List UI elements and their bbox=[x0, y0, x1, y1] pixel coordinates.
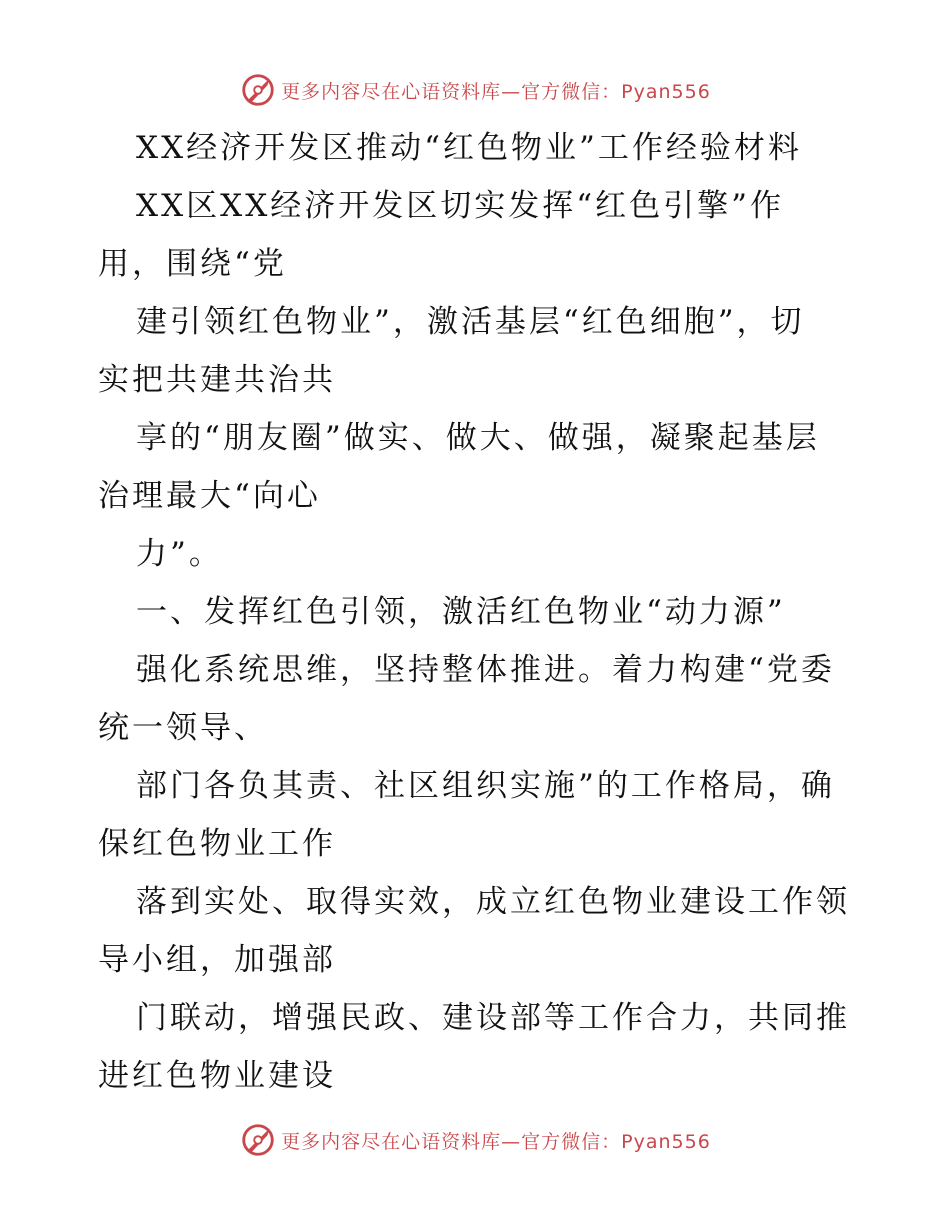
paragraph-line: 导小组，加强部 bbox=[98, 942, 336, 978]
paragraph-line: 落到实处、取得实效，成立红色物业建设工作领 bbox=[136, 884, 850, 920]
document-title: XX经济开发区推动“红色物业”工作经验材料 bbox=[136, 130, 802, 166]
footer-watermark bbox=[0, 1120, 950, 1160]
paragraph-line: 统一领导、 bbox=[98, 710, 268, 746]
paragraph-line: 享的“朋友圈”做实、做大、做强，凝聚起基层 bbox=[136, 420, 820, 456]
paragraph-line: 建引领红色物业”，激活基层“红色细胞”，切 bbox=[136, 304, 805, 340]
paragraph-line: 力”。 bbox=[136, 536, 223, 572]
pen-logo-icon bbox=[239, 1121, 277, 1159]
paragraph-line: 进红色物业建设 bbox=[98, 1058, 336, 1094]
paragraph-line: 门联动，增强民政、建设部等工作合力，共同推 bbox=[136, 1000, 850, 1036]
pen-logo-icon bbox=[239, 71, 277, 109]
section-heading: 一、发挥红色引领，激活红色物业“动力源” bbox=[136, 594, 786, 630]
paragraph-line: 保红色物业工作 bbox=[98, 826, 336, 862]
paragraph-line: 治理最大“向心 bbox=[98, 478, 321, 514]
watermark-text: 更多内容尽在心语资料库—官方微信：Pyan556 bbox=[281, 80, 711, 103]
paragraph-line: XX区XX经济开发区切实发挥“红色引擎”作 bbox=[136, 188, 784, 224]
header-watermark bbox=[0, 70, 950, 110]
paragraph-line: 部门各负其责、社区组织实施”的工作格局，确 bbox=[136, 768, 835, 804]
paragraph-line: 实把共建共治共 bbox=[98, 362, 336, 398]
paragraph-line: 用，围绕“党 bbox=[98, 246, 287, 282]
paragraph-line: 强化系统思维，坚持整体推进。着力构建“党委 bbox=[136, 652, 835, 688]
watermark-text: 更多内容尽在心语资料库—官方微信：Pyan556 bbox=[281, 1130, 711, 1153]
